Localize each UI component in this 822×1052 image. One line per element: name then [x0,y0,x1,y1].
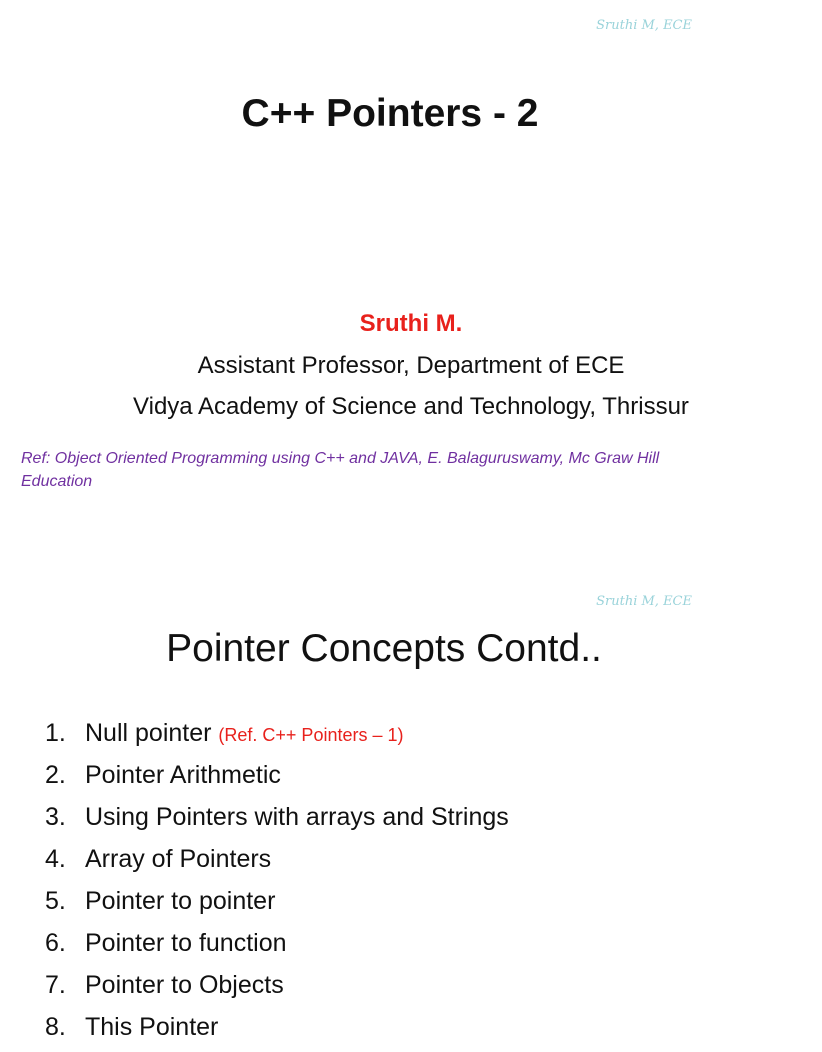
concept-list [45,716,509,1052]
content-slide [0,580,768,1041]
slide-title: C++ Pointers - 2 [241,92,539,135]
list-item-text: This Pointer [85,1013,219,1041]
author-name: Sruthi M. [359,310,463,337]
slide-watermark: Sruthi M, ECE [596,18,692,33]
list-item [45,800,509,842]
list-item-text: Pointer to Objects [85,971,284,999]
list-item-text: Pointer to function [85,929,287,957]
list-item [45,716,509,758]
list-item [45,758,509,800]
reference-note: Ref: Object Oriented Programming using C++ and JAVA, E. Balaguruswamy, Mc Graw Hill Education [21,450,660,490]
list-item [45,926,509,968]
list-item-number: 6. [45,929,66,957]
list-item-number: 5. [45,887,66,915]
list-item [45,968,509,1010]
list-item-number: 7. [45,971,66,999]
title-slide [0,0,768,560]
list-item-number: 3. [45,803,66,831]
list-item [45,842,509,884]
author-role: Assistant Professor, Department of ECE [197,352,625,379]
list-item-text: Using Pointers with arrays and Strings [85,803,509,831]
list-item-number: 4. [45,845,66,873]
slide-title: Pointer Concepts Contd.. [166,627,602,670]
list-item-text: Null pointer [85,719,212,747]
list-item-text: Array of Pointers [85,845,272,873]
list-item-number: 8. [45,1013,66,1041]
list-item [45,1010,509,1052]
slide-watermark: Sruthi M, ECE [596,594,692,609]
author-institution: Vidya Academy of Science and Technology, Thrissur [133,393,689,420]
list-item-text: Pointer to pointer [85,887,276,915]
list-item-number: 2. [45,761,66,789]
list-item-note: (Ref. C++ Pointers – 1) [218,725,404,745]
list-item-number: 1. [45,719,66,747]
list-item-text: Pointer Arithmetic [85,761,281,789]
list-item [45,884,509,926]
